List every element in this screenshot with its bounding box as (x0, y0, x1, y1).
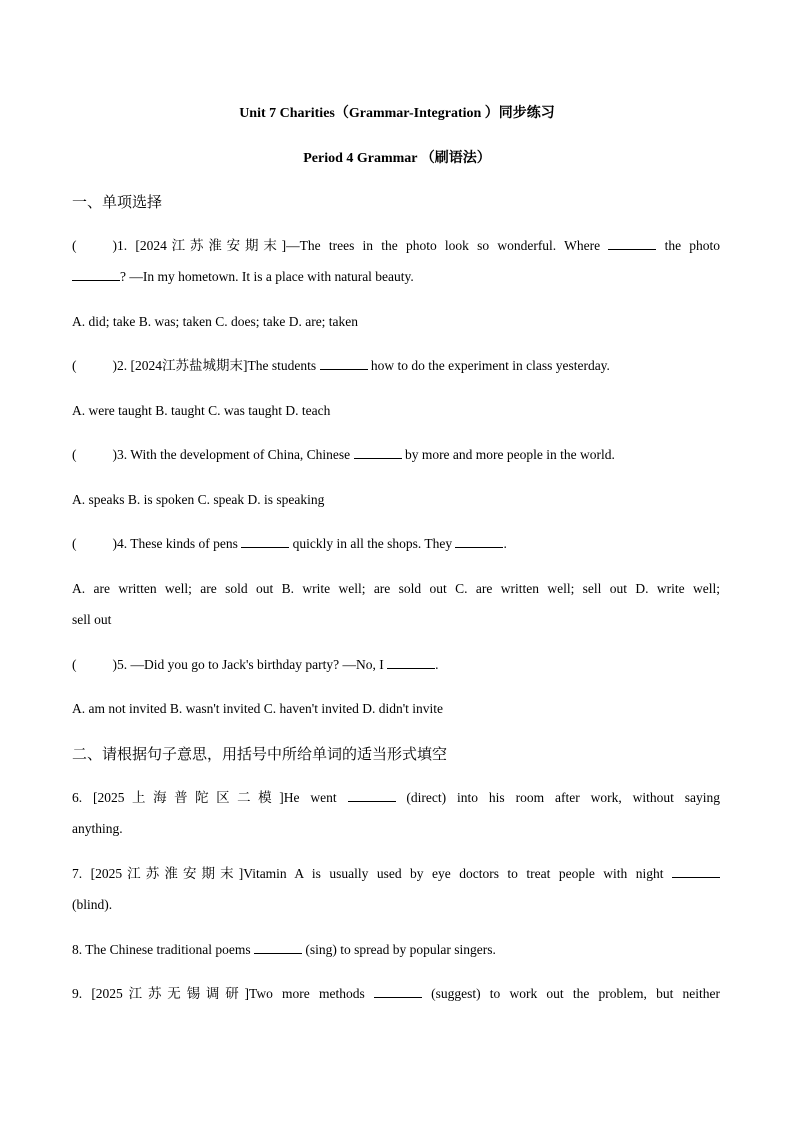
fill-7-line-1: 7. [2025江苏淮安期末]Vitamin A is usually used by eye doctors to treat people with night (72, 864, 720, 884)
fill-8: 8. The Chinese traditional poems (sing) to spread by popular singers. (72, 942, 496, 957)
question-4-options-line-2: sell out (72, 612, 112, 627)
question-4-text-a: These kinds of pens (130, 536, 238, 551)
fill-7-prefix: 7. [2025江苏淮安期末] (72, 866, 244, 881)
question-2-number: )2. [2024江苏盐城期末] (112, 358, 248, 373)
fill-9-blank[interactable] (374, 984, 422, 998)
fill-6-prefix: 6. [2025上海普陀区二模] (72, 790, 284, 805)
question-3-options: A. speaks B. is spoken C. speak D. is speaking (72, 492, 325, 507)
question-3-text-a: With the development of China, Chinese (130, 447, 351, 462)
question-2-blank[interactable] (320, 356, 368, 370)
question-1-line-2 (72, 267, 720, 287)
question-2-text-b: how to do the experiment in class yesterday. (370, 358, 610, 373)
question-1-blank-2[interactable] (72, 267, 120, 281)
question-3-number: )3. (112, 447, 128, 462)
question-5-number: )5. (112, 657, 128, 672)
fill-8-prefix: 8. (72, 942, 83, 957)
question-1-line-2-text: ? —In my hometown. It is a place with natural beauty. (120, 269, 414, 284)
page-subtitle: Period 4 Grammar （刷语法） (303, 151, 491, 166)
question-4: ( )4. These kinds of pens quickly in all the shops. They . (72, 536, 507, 551)
question-4-blank-1[interactable] (241, 534, 289, 548)
fill-9-line-1: 9. [2025江苏无锡调研]Two more methods (suggest) to work out the problem, but neither (72, 986, 721, 1001)
fill-6-blank[interactable] (348, 788, 396, 802)
fill-9-prefix: 9. [2025江苏无锡调研] (72, 986, 250, 1001)
question-4-blank-2[interactable] (455, 534, 503, 548)
question-2-options: A. were taught B. taught C. was taught D. teach (72, 403, 331, 418)
question-5-blank[interactable] (387, 655, 435, 669)
question-4-options-line-1: A. are written well; are sold out B. write well; are sold out C. are written well; sell out D. write well; (72, 581, 720, 596)
question-1-options: A. did; take B. was; taken C. does; take D. are; taken (72, 314, 359, 329)
fill-6-line-1: 6. [2025上海普陀区二模]He went (direct) into his room after work, without saying (72, 790, 721, 805)
fill-8-blank[interactable] (254, 940, 302, 954)
question-2: ( )2. [2024江苏盐城期末]The students how to do the experiment in class yesterday. (72, 358, 610, 373)
question-2-text-a: The students (247, 358, 317, 373)
question-5-text-a: —Did you go to Jack's birthday party? —No, I (130, 657, 384, 672)
fill-7-blank[interactable] (672, 864, 720, 878)
section-2-heading: 二、请根据句子意思，用括号中所给单词的适当形式填空 (72, 745, 448, 763)
question-4-text-b: quickly in all the shops. They (292, 536, 453, 551)
page-title: Unit 7 Charities（Grammar-Integration ）同步练习 (239, 106, 555, 121)
fill-7-line-2: (blind). (72, 897, 113, 912)
section-1-heading: 一、单项选择 (72, 193, 163, 211)
question-1-text: —The trees in the photo look so wonderful. Where (286, 238, 601, 253)
question-3-blank[interactable] (354, 445, 402, 459)
question-5: ( )5. —Did you go to Jack's birthday party? —No, I . (72, 657, 439, 672)
question-1-paren: ( (72, 238, 77, 253)
question-3-text-b: by more and more people in the world. (404, 447, 615, 462)
fill-6-line-2: anything. (72, 821, 123, 836)
question-1-tail: the photo (664, 238, 721, 253)
question-1-line-1 (72, 236, 720, 256)
question-3: ( )3. With the development of China, Chinese by more and more people in the world. (72, 447, 615, 462)
question-1-blank-1[interactable] (608, 236, 656, 250)
question-1-number: )1. [2024江苏淮安期末] (112, 238, 287, 253)
question-4-number: )4. (112, 536, 128, 551)
question-5-options: A. am not invited B. wasn't invited C. haven't invited D. didn't invite (72, 701, 444, 716)
